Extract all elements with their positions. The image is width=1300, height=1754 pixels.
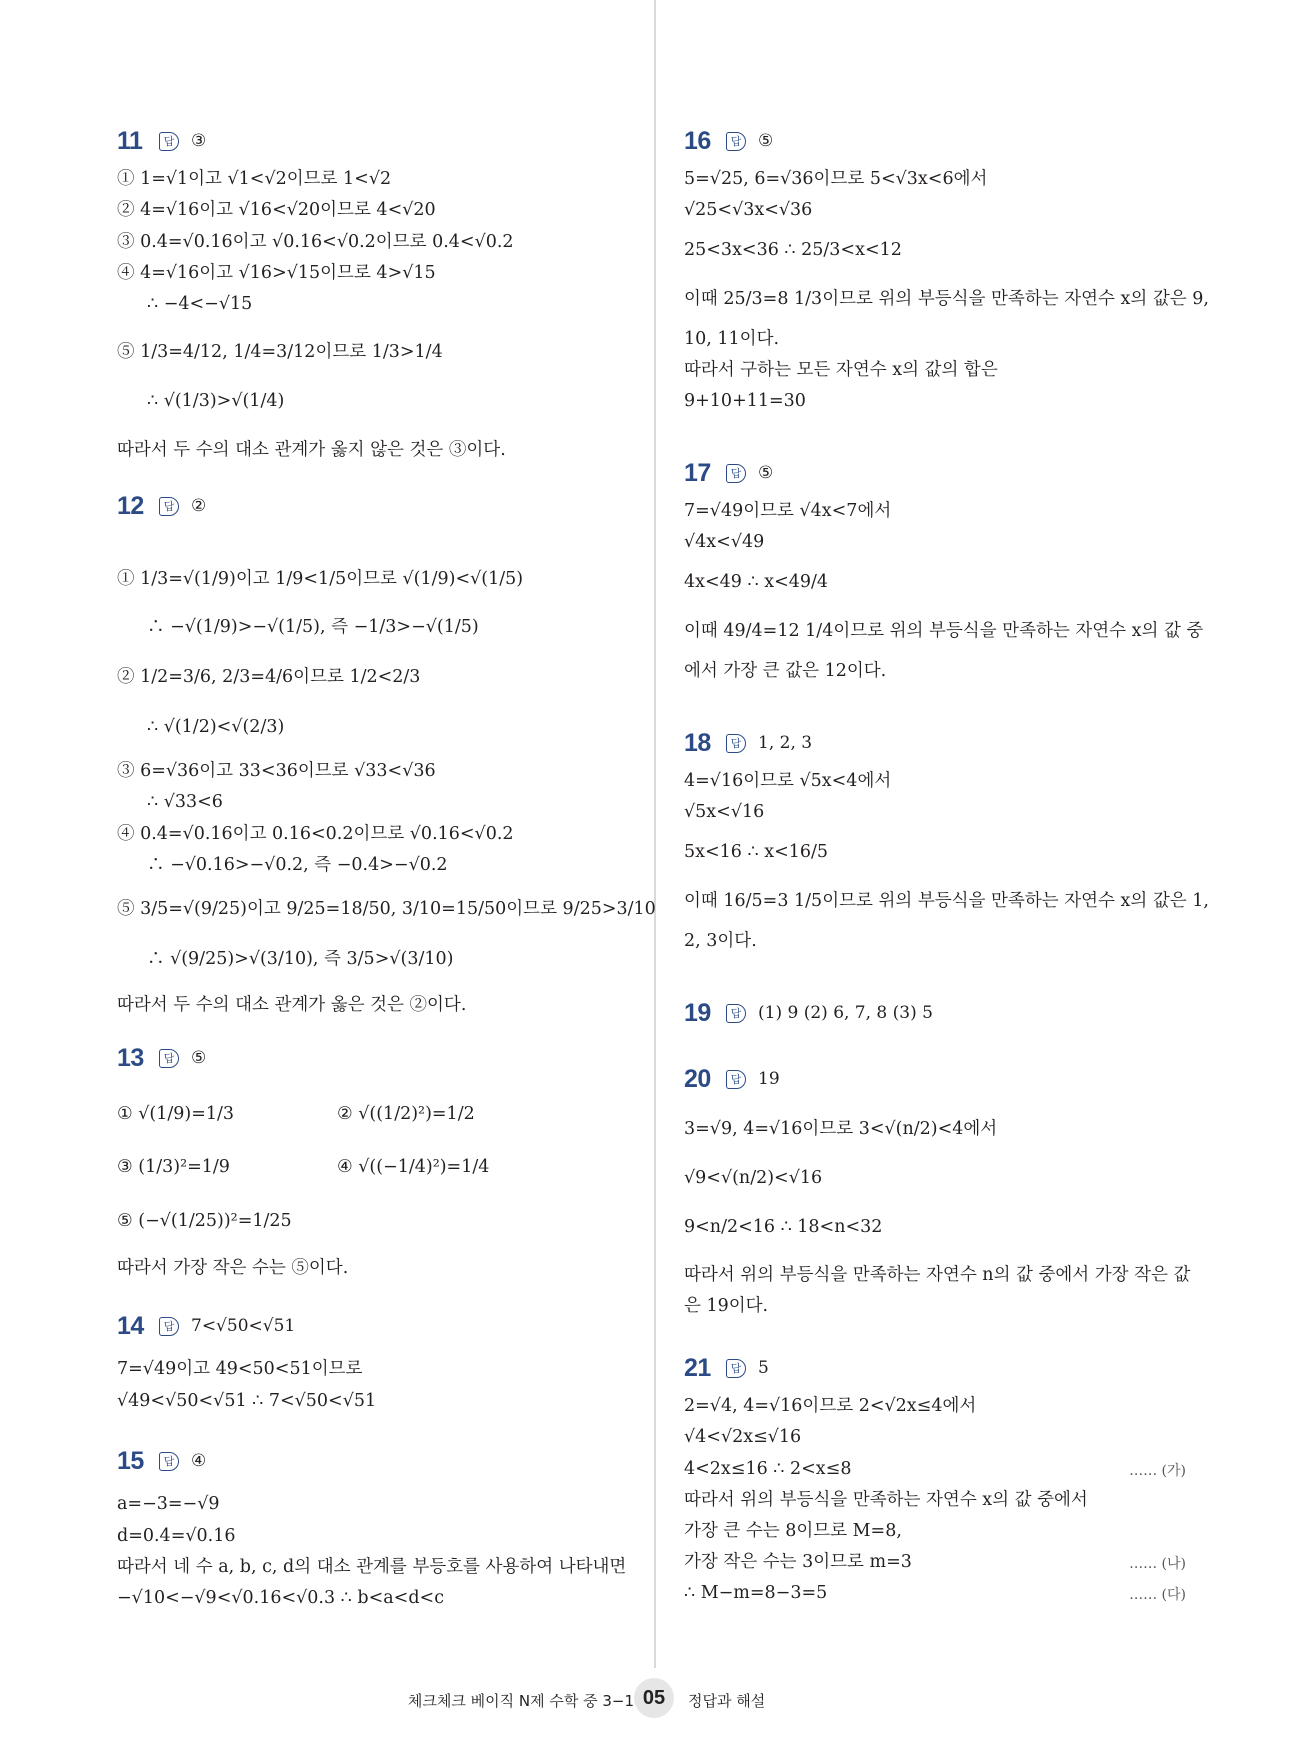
solution-line: ② √((1/2)²)=1/2 (337, 1104, 475, 1124)
problem-header (117, 1041, 637, 1075)
answer-value: 1, 2, 3 (758, 733, 813, 753)
solution-line: ④ √((−1/4)²)=1/4 (337, 1157, 490, 1177)
answer-value: 7<√50<√51 (191, 1316, 296, 1336)
answer-value: 5 (758, 1358, 769, 1378)
solution-line: 따라서 위의 부등식을 만족하는 자연수 x의 값 중에서 (684, 1490, 1088, 1510)
problem-number: 11 (117, 126, 143, 155)
solution-line: ③ 6=√36이고 33<36이므로 √33<√36 (117, 761, 436, 781)
solution-line: 5=√25, 6=√36이므로 5<√3x<6에서 (684, 169, 988, 189)
solution-line: 은 19이다. (684, 1296, 769, 1316)
answer-value: 19 (758, 1069, 780, 1089)
problem-header (684, 124, 1204, 158)
answer-badge-icon: 답 (159, 1317, 179, 1336)
solution-line: 따라서 위의 부등식을 만족하는 자연수 n의 값 중에서 가장 작은 값 (684, 1265, 1191, 1285)
solution-line: ⑤ 3/5=√(9/25)이고 9/25=18/50, 3/10=15/50이므로 9/25>3/10 (117, 899, 656, 919)
solution-line: ∴ −4<−√15 (147, 294, 253, 314)
answer-badge-icon: 답 (159, 1049, 179, 1068)
solution-line: ① 1=√1이고 √1<√2이므로 1<√2 (117, 169, 392, 189)
solution-line: ∴ √(1/3)>√(1/4) (147, 391, 285, 411)
problem-21 (684, 1351, 1204, 1603)
problem-number: 15 (117, 1446, 144, 1475)
problem-14 (117, 1309, 637, 1411)
page-footer (0, 1678, 1300, 1722)
solution-line: 9<n/2<16 ∴ 18<n<32 (684, 1217, 883, 1237)
step-marker: …… (다) (1129, 1587, 1186, 1603)
problem-number: 20 (684, 1064, 711, 1093)
solution-line: ② 4=√16이고 √16<√20이므로 4<√20 (117, 200, 436, 220)
solution-line: 25<3x<36 ∴ 25/3<x<12 (684, 240, 902, 260)
solution-line: √25<√3x<√36 (684, 200, 813, 220)
step-marker: …… (나) (1129, 1556, 1186, 1572)
problem-19 (684, 996, 1204, 1030)
solution-line: √9<√(n/2)<√16 (684, 1168, 823, 1188)
solution-line: ∴ √33<6 (147, 792, 223, 812)
solution-line: ④ 4=√16이고 √16>√15이므로 4>√15 (117, 263, 436, 283)
answer-badge-icon: 답 (159, 497, 179, 516)
answer-value: ⑤ (191, 1048, 207, 1068)
problem-15 (117, 1444, 637, 1608)
answer-badge-icon: 답 (159, 1452, 179, 1471)
problem-13 (117, 1041, 637, 1278)
solution-line: 가장 큰 수는 8이므로 M=8, (684, 1521, 902, 1541)
problem-header (684, 996, 1204, 1030)
problem-number: 17 (684, 458, 711, 487)
solution-line: 따라서 가장 작은 수는 ⑤이다. (117, 1258, 349, 1278)
answer-badge-icon: 답 (726, 132, 746, 151)
solution-line: 4x<49 ∴ x<49/4 (684, 572, 829, 592)
solution-line: ⑤ 1/3=4/12, 1/4=3/12이므로 1/3>1/4 (117, 342, 443, 362)
solution-line: 가장 작은 수는 3이므로 m=3 (684, 1552, 912, 1572)
solution-line: √4<√2x≤√16 (684, 1427, 802, 1447)
solution-line: 4=√16이므로 √5x<4에서 (684, 771, 892, 791)
solution-line: √4x<√49 (684, 532, 765, 552)
problem-header (684, 726, 1204, 760)
solution-line: 5x<16 ∴ x<16/5 (684, 842, 829, 862)
solution-line: ① √(1/9)=1/3 (117, 1104, 235, 1124)
solution-line: ① 1/3=√(1/9)이고 1/9<1/5이므로 √(1/9)<√(1/5) (117, 569, 524, 589)
column-divider (654, 0, 656, 1668)
problem-number: 21 (684, 1353, 711, 1382)
problem-number: 19 (684, 998, 711, 1027)
problem-header (684, 1062, 1204, 1096)
solution-line: 9+10+11=30 (684, 391, 806, 411)
solution-line: 7=√49이므로 √4x<7에서 (684, 501, 892, 521)
solution-line: ∴ √(1/2)<√(2/3) (147, 717, 285, 737)
solution-line: 7=√49이고 49<50<51이므로 (117, 1359, 363, 1379)
solution-line: ④ 0.4=√0.16이고 0.16<0.2이므로 √0.16<√0.2 (117, 824, 514, 844)
problem-12 (117, 489, 656, 1015)
solution-line: ⑤ (−√(1/25))²=1/25 (117, 1211, 292, 1231)
solution-line: √5x<√16 (684, 802, 765, 822)
problem-11 (117, 124, 637, 460)
solution-line: 이때 16/5=3 1/5이므로 위의 부등식을 만족하는 자연수 x의 값은 1, (684, 891, 1209, 911)
answer-value: ③ (191, 131, 207, 151)
solution-line: ∴ √(9/25)>√(3/10), 즉 3/5>√(3/10) (147, 949, 454, 969)
problem-header (117, 124, 637, 158)
answer-badge-icon: 답 (726, 1070, 746, 1089)
problem-number: 16 (684, 126, 711, 155)
problem-header (117, 489, 637, 523)
problem-20 (684, 1062, 1204, 1316)
page-number: 05 (634, 1678, 674, 1718)
problem-header (684, 456, 1204, 490)
answer-value: ④ (191, 1451, 207, 1471)
answer-badge-icon: 답 (726, 1359, 746, 1378)
solution-line: a=−3=−√9 (117, 1494, 220, 1514)
solution-line: ③ 0.4=√0.16이고 √0.16<√0.2이므로 0.4<√0.2 (117, 232, 514, 252)
answer-badge-icon: 답 (726, 1004, 746, 1023)
solution-line: ∴ −√(1/9)>−√(1/5), 즉 −1/3>−√(1/5) (147, 617, 479, 637)
problem-number: 13 (117, 1043, 144, 1072)
solution-line: 따라서 두 수의 대소 관계가 옳지 않은 것은 ③이다. (117, 440, 506, 460)
book-title: 체크체크 베이직 N제 수학 중 3−1 (407, 1692, 634, 1710)
answer-badge-icon: 답 (159, 132, 179, 151)
solution-line: 이때 25/3=8 1/3이므로 위의 부등식을 만족하는 자연수 x의 값은 9, (684, 289, 1209, 309)
solution-line: 따라서 두 수의 대소 관계가 옳은 것은 ②이다. (117, 995, 467, 1015)
problem-header (684, 1351, 1204, 1385)
solution-line: ② 1/2=3/6, 2/3=4/6이므로 1/2<2/3 (117, 667, 421, 687)
solution-line: 3=√9, 4=√16이므로 3<√(n/2)<4에서 (684, 1119, 998, 1139)
solution-line: 따라서 네 수 a, b, c, d의 대소 관계를 부등호를 사용하여 나타내면 (117, 1557, 627, 1577)
problem-16 (684, 124, 1209, 411)
solution-line: −√10<−√9<√0.16<√0.3 ∴ b<a<d<c (117, 1588, 445, 1608)
step-marker: …… (가) (1129, 1463, 1186, 1479)
answer-badge-icon: 답 (726, 464, 746, 483)
answer-value: (1) 9 (2) 6, 7, 8 (3) 5 (758, 1003, 933, 1023)
solution-line: 2=√4, 4=√16이므로 2<√2x≤4에서 (684, 1396, 977, 1416)
answer-value: ⑤ (758, 463, 774, 483)
solution-line: ③ (1/3)²=1/9 (117, 1157, 230, 1177)
solution-line: 이때 49/4=12 1/4이므로 위의 부등식을 만족하는 자연수 x의 값 중 (684, 621, 1204, 641)
answer-value: ⑤ (758, 131, 774, 151)
answer-badge-icon: 답 (726, 734, 746, 753)
solution-line: 10, 11이다. (684, 329, 780, 349)
answer-value: ② (191, 496, 207, 516)
solution-line: 4<2x≤16 ∴ 2<x≤8 (684, 1459, 852, 1479)
solution-line: 따라서 구하는 모든 자연수 x의 값의 합은 (684, 360, 998, 380)
problem-header (117, 1444, 637, 1478)
problem-number: 18 (684, 728, 711, 757)
problem-number: 14 (117, 1311, 144, 1340)
solution-line: √49<√50<√51 ∴ 7<√50<√51 (117, 1391, 377, 1411)
problem-17 (684, 456, 1204, 681)
problem-header (117, 1309, 637, 1343)
problem-number: 12 (117, 491, 144, 520)
problem-18 (684, 726, 1209, 951)
solution-line: 에서 가장 큰 값은 12이다. (684, 661, 887, 681)
solution-line: ∴ M−m=8−3=5 (684, 1583, 828, 1603)
solution-line: ∴ −√0.16>−√0.2, 즉 −0.4>−√0.2 (147, 855, 448, 875)
solution-line: 2, 3이다. (684, 931, 757, 951)
solution-line: d=0.4=√0.16 (117, 1526, 236, 1546)
section-title: 정답과 해설 (688, 1692, 766, 1710)
